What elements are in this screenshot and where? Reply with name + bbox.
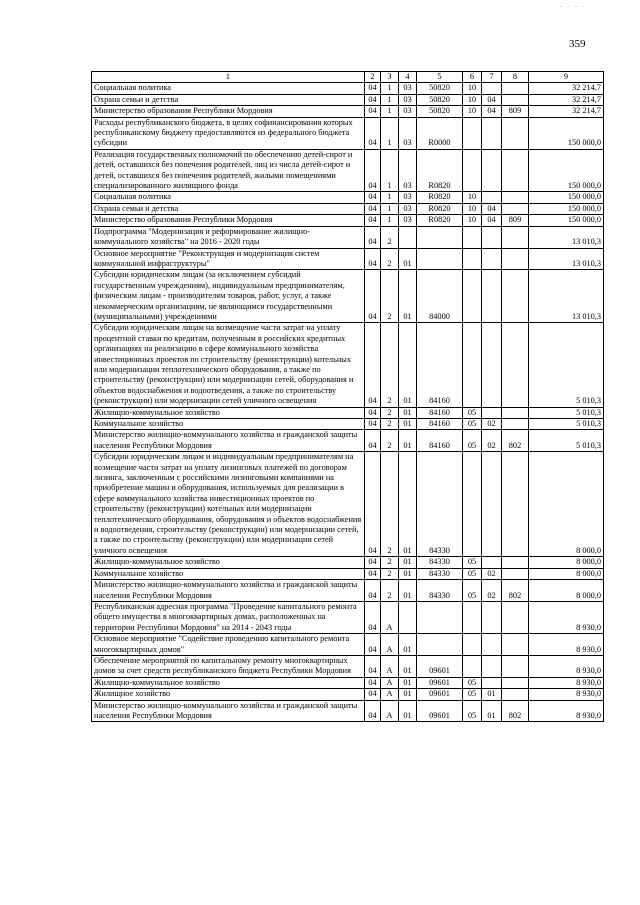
subsection-code-cell: 01 xyxy=(482,689,502,700)
subprogram-code-cell: А xyxy=(381,700,399,722)
subsection-code-cell xyxy=(482,83,502,94)
amount-cell: 5 010,3 xyxy=(529,419,604,430)
subsection-code-cell xyxy=(482,677,502,688)
item-name-cell: Расходы республиканского бюджета, в целях софинансирования которых республиканскому бюджету предоставляются из федерального бюджета субсидии xyxy=(92,117,365,149)
subsection-code-cell xyxy=(482,270,502,323)
expense-code-cell xyxy=(417,634,463,656)
expense-code-cell: 84330 xyxy=(417,568,463,579)
amount-cell: 13 010,3 xyxy=(529,270,604,323)
page-number: 359 xyxy=(569,38,586,50)
section-code-cell xyxy=(463,634,482,656)
department-code-cell: 802 xyxy=(502,430,529,452)
expense-code-cell: 84000 xyxy=(417,270,463,323)
table-row xyxy=(92,83,604,94)
table-row xyxy=(92,634,604,656)
chapter-code-cell: 04 xyxy=(365,419,381,430)
section-code-cell: 05 xyxy=(463,557,482,568)
activity-code-cell: 03 xyxy=(399,203,417,214)
department-code-cell xyxy=(502,557,529,568)
activity-code-cell: 03 xyxy=(399,192,417,203)
item-name-cell: Охрана семьи и детства xyxy=(92,203,365,214)
section-code-cell: 10 xyxy=(463,94,482,105)
department-code-cell: 809 xyxy=(502,215,529,226)
subsection-code-cell xyxy=(482,557,502,568)
table-row xyxy=(92,215,604,226)
subsection-code-cell xyxy=(482,192,502,203)
department-code-cell xyxy=(502,226,529,248)
item-name-cell: Обеспечение мероприятий по капитальному ремонту многоквартирных домов за счет средств республиканского бюджета Республики Мордовия xyxy=(92,655,365,677)
item-name-cell: Субсидии юридическим лицам и индивидуальным предпринимателям на возмещение части затрат на уплату лизинговых платежей по договорам лизинга, заключенным с российскими лизинговыми компаниями на приобретение машин и оборудования, используемых для реализации в сфере коммунального хозяйства инвестиционных проектов по строительству (реконструкции) котельных или модернизации теплотехнического оборудования, оборудования и объектов водоснабжения и водоотведения, строительству (реконструкции) или модернизации сетей, а также по строительству (реконструкции) или модернизации сетей уличного освещения xyxy=(92,452,365,557)
item-name-cell: Жилищно-коммунальное хозяйство xyxy=(92,677,365,688)
activity-code-cell: 01 xyxy=(399,557,417,568)
item-name-cell: Коммунальное хозяйство xyxy=(92,568,365,579)
section-code-cell: 05 xyxy=(463,580,482,602)
subsection-code-cell xyxy=(482,452,502,557)
expense-code-cell: R0820 xyxy=(417,192,463,203)
item-name-cell: Подпрограмма "Модернизация и реформирование жилищно-коммунального хозяйства" на 2016 - 2020 годы xyxy=(92,226,365,248)
expense-code-cell: 84330 xyxy=(417,452,463,557)
subprogram-code-cell: А xyxy=(381,655,399,677)
subprogram-code-cell: 1 xyxy=(381,215,399,226)
amount-cell: 150 000,0 xyxy=(529,192,604,203)
department-code-cell xyxy=(502,192,529,203)
subsection-code-cell: 04 xyxy=(482,106,502,117)
table-row xyxy=(92,601,604,633)
amount-cell: 8 000,0 xyxy=(529,568,604,579)
table-row xyxy=(92,203,604,214)
amount-cell: 32 214,7 xyxy=(529,83,604,94)
subprogram-code-cell: 2 xyxy=(381,568,399,579)
amount-cell: 32 214,7 xyxy=(529,94,604,105)
expense-code-cell: 84160 xyxy=(417,407,463,418)
chapter-code-cell: 04 xyxy=(365,689,381,700)
activity-code-cell: 01 xyxy=(399,677,417,688)
subprogram-code-cell: 1 xyxy=(381,94,399,105)
amount-cell: 8 930,0 xyxy=(529,601,604,633)
activity-code-cell: 03 xyxy=(399,94,417,105)
activity-code-cell: 01 xyxy=(399,655,417,677)
expense-code-cell: 50820 xyxy=(417,94,463,105)
subprogram-code-cell: А xyxy=(381,634,399,656)
activity-code-cell: 03 xyxy=(399,106,417,117)
subsection-code-cell xyxy=(482,655,502,677)
activity-code-cell xyxy=(399,601,417,633)
subsection-code-cell: 02 xyxy=(482,568,502,579)
table-row xyxy=(92,580,604,602)
amount-cell: 8 930,0 xyxy=(529,689,604,700)
table-row xyxy=(92,689,604,700)
chapter-code-cell: 04 xyxy=(365,192,381,203)
chapter-code-cell: 04 xyxy=(365,677,381,688)
subprogram-code-cell: 1 xyxy=(381,106,399,117)
amount-cell: 13 010,3 xyxy=(529,226,604,248)
activity-code-cell: 03 xyxy=(399,83,417,94)
expense-code-cell: R0820 xyxy=(417,215,463,226)
amount-cell: 8 930,0 xyxy=(529,677,604,688)
expense-code-cell xyxy=(417,248,463,270)
section-code-cell: 10 xyxy=(463,192,482,203)
chapter-code-cell: 04 xyxy=(365,655,381,677)
table-row xyxy=(92,655,604,677)
subsection-code-cell xyxy=(482,149,502,192)
table-row xyxy=(92,452,604,557)
subprogram-code-cell: 2 xyxy=(381,430,399,452)
section-code-cell: 10 xyxy=(463,106,482,117)
activity-code-cell: 01 xyxy=(399,419,417,430)
header-cell: 2 xyxy=(365,72,381,83)
chapter-code-cell: 04 xyxy=(365,215,381,226)
subprogram-code-cell: 2 xyxy=(381,580,399,602)
chapter-code-cell: 04 xyxy=(365,634,381,656)
section-code-cell: 10 xyxy=(463,203,482,214)
subprogram-code-cell: 2 xyxy=(381,452,399,557)
section-code-cell: 05 xyxy=(463,568,482,579)
section-code-cell: 10 xyxy=(463,215,482,226)
chapter-code-cell: 04 xyxy=(365,568,381,579)
subprogram-code-cell: А xyxy=(381,601,399,633)
chapter-code-cell: 04 xyxy=(365,452,381,557)
subsection-code-cell: 02 xyxy=(482,580,502,602)
subsection-code-cell xyxy=(482,248,502,270)
expense-code-cell: 09601 xyxy=(417,677,463,688)
expense-code-cell: 50820 xyxy=(417,83,463,94)
subsection-code-cell: 02 xyxy=(482,430,502,452)
item-name-cell: Министерство образования Республики Мордовия xyxy=(92,106,365,117)
department-code-cell xyxy=(502,83,529,94)
item-name-cell: Жилищно-коммунальное хозяйство xyxy=(92,557,365,568)
activity-code-cell: 01 xyxy=(399,568,417,579)
activity-code-cell: 03 xyxy=(399,215,417,226)
department-code-cell: 802 xyxy=(502,580,529,602)
subprogram-code-cell: 1 xyxy=(381,203,399,214)
subprogram-code-cell: 2 xyxy=(381,407,399,418)
section-code-cell: 05 xyxy=(463,407,482,418)
corner-mark: - · - - xyxy=(560,4,587,10)
amount-cell: 8 930,0 xyxy=(529,634,604,656)
expense-code-cell: 09601 xyxy=(417,689,463,700)
chapter-code-cell: 04 xyxy=(365,323,381,407)
department-code-cell xyxy=(502,452,529,557)
section-code-cell xyxy=(463,149,482,192)
activity-code-cell xyxy=(399,226,417,248)
chapter-code-cell: 04 xyxy=(365,149,381,192)
department-code-cell xyxy=(502,677,529,688)
expense-code-cell: 84330 xyxy=(417,557,463,568)
expense-code-cell: 84330 xyxy=(417,580,463,602)
item-name-cell: Коммунальное хозяйство xyxy=(92,419,365,430)
section-code-cell xyxy=(463,452,482,557)
item-name-cell: Министерство жилищно-коммунального хозяйства и гражданской защиты населения Республики Мордовия xyxy=(92,430,365,452)
section-code-cell xyxy=(463,270,482,323)
item-name-cell: Охрана семьи и детства xyxy=(92,94,365,105)
section-code-cell xyxy=(463,323,482,407)
subprogram-code-cell: 1 xyxy=(381,192,399,203)
table-row xyxy=(92,248,604,270)
subsection-code-cell xyxy=(482,407,502,418)
chapter-code-cell: 04 xyxy=(365,601,381,633)
amount-cell: 8 930,0 xyxy=(529,655,604,677)
section-code-cell: 05 xyxy=(463,419,482,430)
department-code-cell xyxy=(502,94,529,105)
chapter-code-cell: 04 xyxy=(365,248,381,270)
item-name-cell: Министерство жилищно-коммунального хозяйства и гражданской защиты населения Республики Мордовия xyxy=(92,580,365,602)
department-code-cell xyxy=(502,689,529,700)
department-code-cell: 802 xyxy=(502,700,529,722)
table-row xyxy=(92,557,604,568)
subprogram-code-cell: 2 xyxy=(381,323,399,407)
department-code-cell: 809 xyxy=(502,106,529,117)
header-cell: 8 xyxy=(502,72,529,83)
amount-cell: 150 000,0 xyxy=(529,117,604,149)
expense-code-cell: R0820 xyxy=(417,149,463,192)
amount-cell: 150 000,0 xyxy=(529,149,604,192)
subprogram-code-cell: 2 xyxy=(381,270,399,323)
section-code-cell xyxy=(463,117,482,149)
subsection-code-cell: 04 xyxy=(482,215,502,226)
activity-code-cell: 01 xyxy=(399,634,417,656)
department-code-cell xyxy=(502,407,529,418)
expense-code-cell: R0820 xyxy=(417,203,463,214)
header-cell: 6 xyxy=(463,72,482,83)
amount-cell: 5 010,3 xyxy=(529,323,604,407)
section-code-cell xyxy=(463,655,482,677)
expense-code-cell: 84160 xyxy=(417,430,463,452)
subprogram-code-cell: 2 xyxy=(381,419,399,430)
table-row xyxy=(92,226,604,248)
table-row xyxy=(92,568,604,579)
department-code-cell xyxy=(502,601,529,633)
header-cell: 3 xyxy=(381,72,399,83)
activity-code-cell: 01 xyxy=(399,270,417,323)
department-code-cell xyxy=(502,568,529,579)
chapter-code-cell: 04 xyxy=(365,226,381,248)
subprogram-code-cell: 1 xyxy=(381,83,399,94)
item-name-cell: Республиканская адресная программа "Проведение капитального ремонта общего имущества в многоквартирных домах, расположенных на территории Республики Мордовия" на 2014 - 2043 годы xyxy=(92,601,365,633)
subsection-code-cell xyxy=(482,226,502,248)
subsection-code-cell: 02 xyxy=(482,419,502,430)
activity-code-cell: 01 xyxy=(399,689,417,700)
header-cell: 5 xyxy=(417,72,463,83)
expense-code-cell: 09601 xyxy=(417,700,463,722)
section-code-cell: 05 xyxy=(463,430,482,452)
expense-code-cell: 50820 xyxy=(417,106,463,117)
table-row xyxy=(92,700,604,722)
section-code-cell xyxy=(463,226,482,248)
budget-table xyxy=(91,71,604,722)
table-row xyxy=(92,677,604,688)
activity-code-cell: 01 xyxy=(399,452,417,557)
section-code-cell: 10 xyxy=(463,83,482,94)
item-name-cell: Министерство жилищно-коммунального хозяйства и гражданской защиты населения Республики Мордовия xyxy=(92,700,365,722)
item-name-cell: Основное мероприятие "Содействие проведению капитального ремонта многоквартирных домов" xyxy=(92,634,365,656)
subprogram-code-cell: 1 xyxy=(381,149,399,192)
table-row xyxy=(92,430,604,452)
amount-cell: 8 000,0 xyxy=(529,580,604,602)
amount-cell: 150 000,0 xyxy=(529,215,604,226)
amount-cell: 32 214,7 xyxy=(529,106,604,117)
chapter-code-cell: 04 xyxy=(365,94,381,105)
activity-code-cell: 01 xyxy=(399,323,417,407)
expense-code-cell: 09601 xyxy=(417,655,463,677)
header-cell: 1 xyxy=(92,72,365,83)
department-code-cell xyxy=(502,323,529,407)
chapter-code-cell: 04 xyxy=(365,700,381,722)
subsection-code-cell xyxy=(482,117,502,149)
chapter-code-cell: 04 xyxy=(365,270,381,323)
amount-cell: 8 930,0 xyxy=(529,700,604,722)
subsection-code-cell: 01 xyxy=(482,700,502,722)
activity-code-cell: 01 xyxy=(399,430,417,452)
department-code-cell xyxy=(502,419,529,430)
chapter-code-cell: 04 xyxy=(365,117,381,149)
department-code-cell xyxy=(502,270,529,323)
activity-code-cell: 03 xyxy=(399,149,417,192)
amount-cell: 13 010,3 xyxy=(529,248,604,270)
activity-code-cell: 01 xyxy=(399,700,417,722)
expense-code-cell: R0000 xyxy=(417,117,463,149)
subsection-code-cell xyxy=(482,601,502,633)
expense-code-cell: 84160 xyxy=(417,419,463,430)
chapter-code-cell: 04 xyxy=(365,580,381,602)
department-code-cell xyxy=(502,655,529,677)
table-row xyxy=(92,94,604,105)
amount-cell: 150 000,0 xyxy=(529,203,604,214)
subprogram-code-cell: 2 xyxy=(381,226,399,248)
expense-code-cell xyxy=(417,601,463,633)
subsection-code-cell xyxy=(482,323,502,407)
table-row xyxy=(92,192,604,203)
table-row xyxy=(92,323,604,407)
table-row xyxy=(92,117,604,149)
item-name-cell: Реализация государственных полномочий по обеспечению детей-сирот и детей, оставшихся без попечения родителей, лиц из числа детей-сирот и детей, оставшихся без попечения родителей, жилыми помещениями специализированного жилищного фонда xyxy=(92,149,365,192)
subprogram-code-cell: А xyxy=(381,677,399,688)
chapter-code-cell: 04 xyxy=(365,203,381,214)
section-code-cell xyxy=(463,601,482,633)
activity-code-cell: 01 xyxy=(399,248,417,270)
table-row xyxy=(92,106,604,117)
section-code-cell: 05 xyxy=(463,689,482,700)
expense-code-cell xyxy=(417,226,463,248)
amount-cell: 5 010,3 xyxy=(529,407,604,418)
chapter-code-cell: 04 xyxy=(365,430,381,452)
department-code-cell xyxy=(502,634,529,656)
department-code-cell xyxy=(502,248,529,270)
section-code-cell xyxy=(463,248,482,270)
section-code-cell: 05 xyxy=(463,700,482,722)
subsection-code-cell xyxy=(482,634,502,656)
activity-code-cell: 01 xyxy=(399,407,417,418)
department-code-cell xyxy=(502,149,529,192)
table-header-row xyxy=(92,72,604,83)
subsection-code-cell: 04 xyxy=(482,203,502,214)
chapter-code-cell: 04 xyxy=(365,407,381,418)
item-name-cell: Основное мероприятие "Реконструкция и модернизация систем коммунальной инфраструктуры" xyxy=(92,248,365,270)
item-name-cell: Жилищное хозяйство xyxy=(92,689,365,700)
item-name-cell: Министерство образования Республики Мордовия xyxy=(92,215,365,226)
subprogram-code-cell: А xyxy=(381,689,399,700)
item-name-cell: Жилищно-коммунальное хозяйство xyxy=(92,407,365,418)
table-row xyxy=(92,270,604,323)
header-cell: 4 xyxy=(399,72,417,83)
chapter-code-cell: 04 xyxy=(365,106,381,117)
table-row xyxy=(92,419,604,430)
item-name-cell: Субсидии юридическим лицам (за исключением субсидий государственным учреждениям), индивидуальным предпринимателям, физическим лицам - производителям товаров, работ, услуг, а также некоммерческим организациям, не являющимся государственными (муниципальными) учреждениями xyxy=(92,270,365,323)
department-code-cell xyxy=(502,117,529,149)
table-row xyxy=(92,407,604,418)
subprogram-code-cell: 2 xyxy=(381,248,399,270)
subprogram-code-cell: 2 xyxy=(381,557,399,568)
header-cell: 7 xyxy=(482,72,502,83)
chapter-code-cell: 04 xyxy=(365,83,381,94)
activity-code-cell: 01 xyxy=(399,580,417,602)
subsection-code-cell: 04 xyxy=(482,94,502,105)
item-name-cell: Социальная политика xyxy=(92,83,365,94)
table-row xyxy=(92,149,604,192)
activity-code-cell: 03 xyxy=(399,117,417,149)
subprogram-code-cell: 1 xyxy=(381,117,399,149)
department-code-cell xyxy=(502,203,529,214)
item-name-cell: Социальная политика xyxy=(92,192,365,203)
item-name-cell: Субсидии юридическим лицам на возмещение части затрат на уплату процентной ставки по кредитам, полученным в российских кредитных организациях на реализацию в сфере коммунального хозяйства инвестиционных проектов по строительству (реконструкции) котельных или модернизации теплотехнического оборудования, а также по строительству (реконструкции) или модернизации сетей, оборудования и объектов водоснабжения и водоотведения, а также по строительству (реконструкции) или модернизации сетей уличного освещения xyxy=(92,323,365,407)
amount-cell: 5 010,3 xyxy=(529,430,604,452)
expense-code-cell: 84160 xyxy=(417,323,463,407)
amount-cell: 8 000,0 xyxy=(529,557,604,568)
section-code-cell: 05 xyxy=(463,677,482,688)
amount-cell: 8 000,0 xyxy=(529,452,604,557)
header-cell: 9 xyxy=(529,72,604,83)
chapter-code-cell: 04 xyxy=(365,557,381,568)
